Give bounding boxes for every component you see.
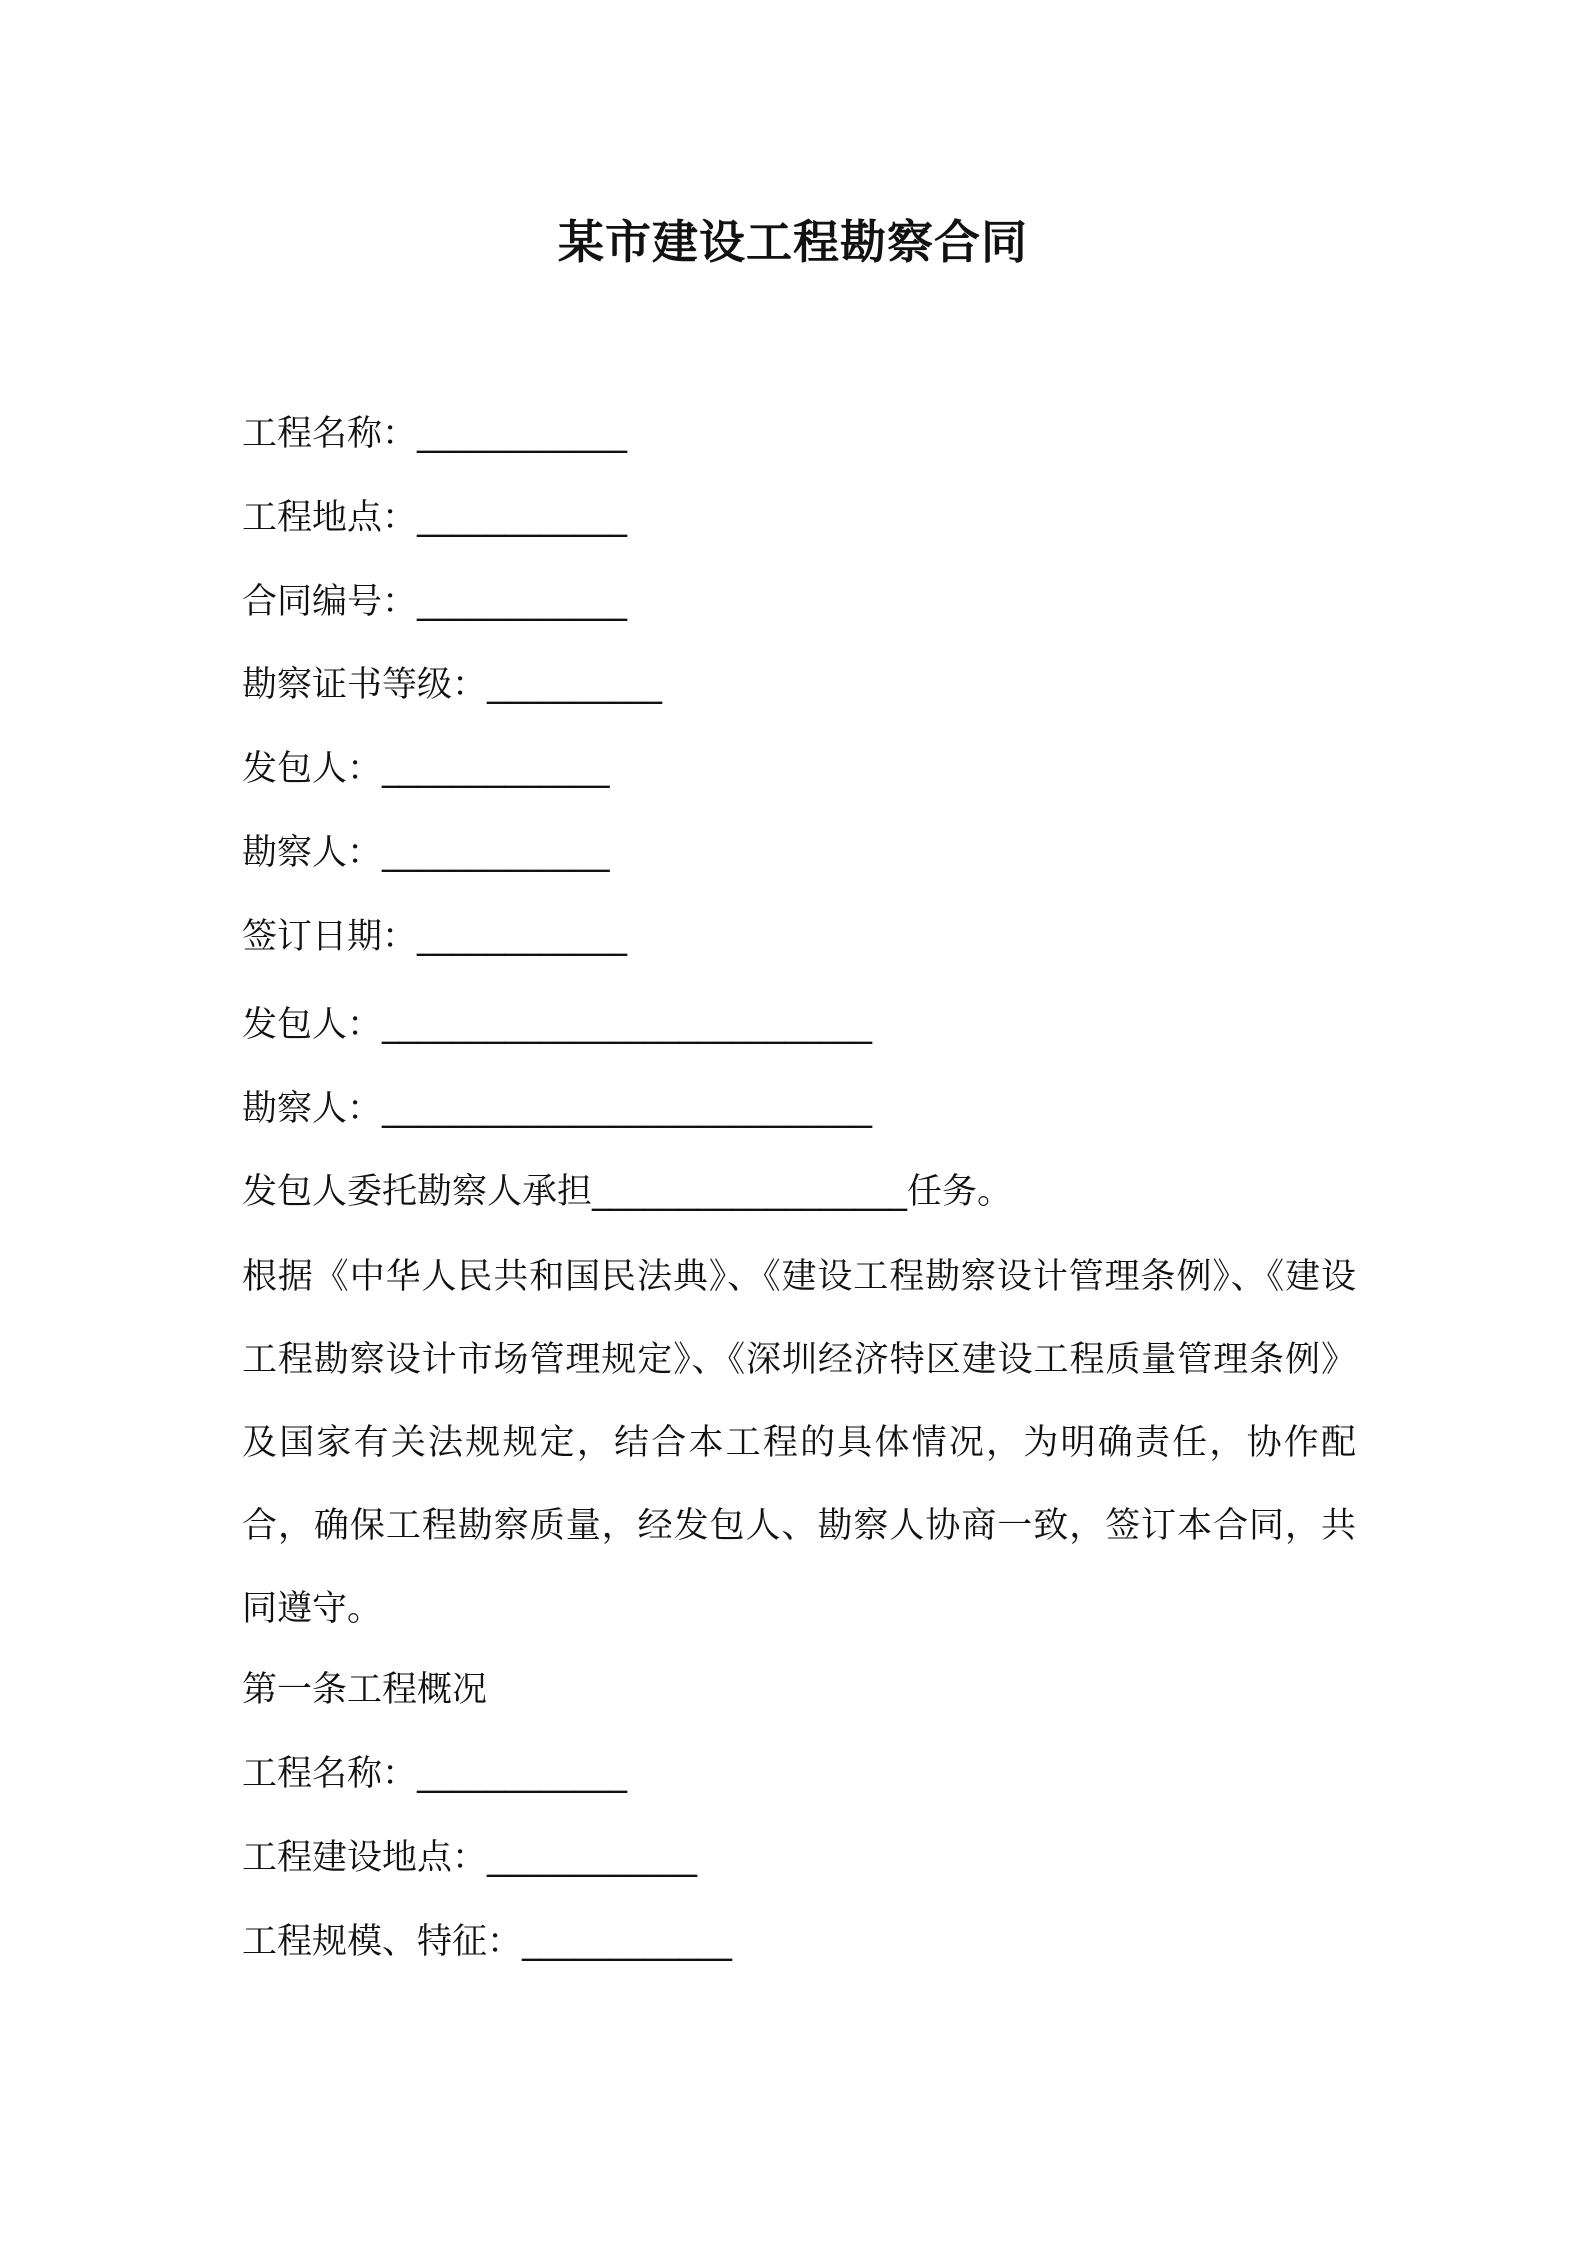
party-surveyor-field: 勘察人：____________________________ bbox=[242, 1089, 873, 1129]
project-location-field: 工程地点：____________ bbox=[242, 498, 628, 538]
surveyor-field: 勘察人：_____________ bbox=[242, 833, 610, 873]
article-1-heading: 第一条工程概况 bbox=[242, 1670, 488, 1710]
preamble-paragraph: 根据《中华人民共和国民法典》、《建设工程勘察设计管理条例》、《建设工程勘察设计市场管理规定》、《深圳经济特区建设工程质量管理条例》及国家有关法规规定，结合本工程的具体情况，为明确责任，协作配合，确保工程勘察质量，经发包人、勘察人协商一致，签订本合同，共同遵守。 bbox=[242, 1257, 1356, 1629]
signing-date-field: 签订日期：____________ bbox=[242, 917, 628, 957]
article-1-construction-location-field: 工程建设地点：____________ bbox=[242, 1838, 698, 1878]
party-employer-field: 发包人：____________________________ bbox=[242, 1005, 873, 1045]
article-1-scale-features-field: 工程规模、特征：____________ bbox=[242, 1922, 733, 1962]
contract-number-field: 合同编号：____________ bbox=[242, 582, 628, 622]
project-name-field: 工程名称：____________ bbox=[242, 414, 628, 454]
article-1-project-name-field: 工程名称：____________ bbox=[242, 1754, 628, 1794]
employer-field: 发包人：_____________ bbox=[242, 749, 610, 789]
survey-certificate-grade-field: 勘察证书等级：__________ bbox=[242, 665, 663, 705]
document-title: 某市建设工程勘察合同 bbox=[558, 215, 1028, 269]
entrust-line: 发包人委托勘察人承担__________________任务。 bbox=[242, 1172, 1013, 1212]
